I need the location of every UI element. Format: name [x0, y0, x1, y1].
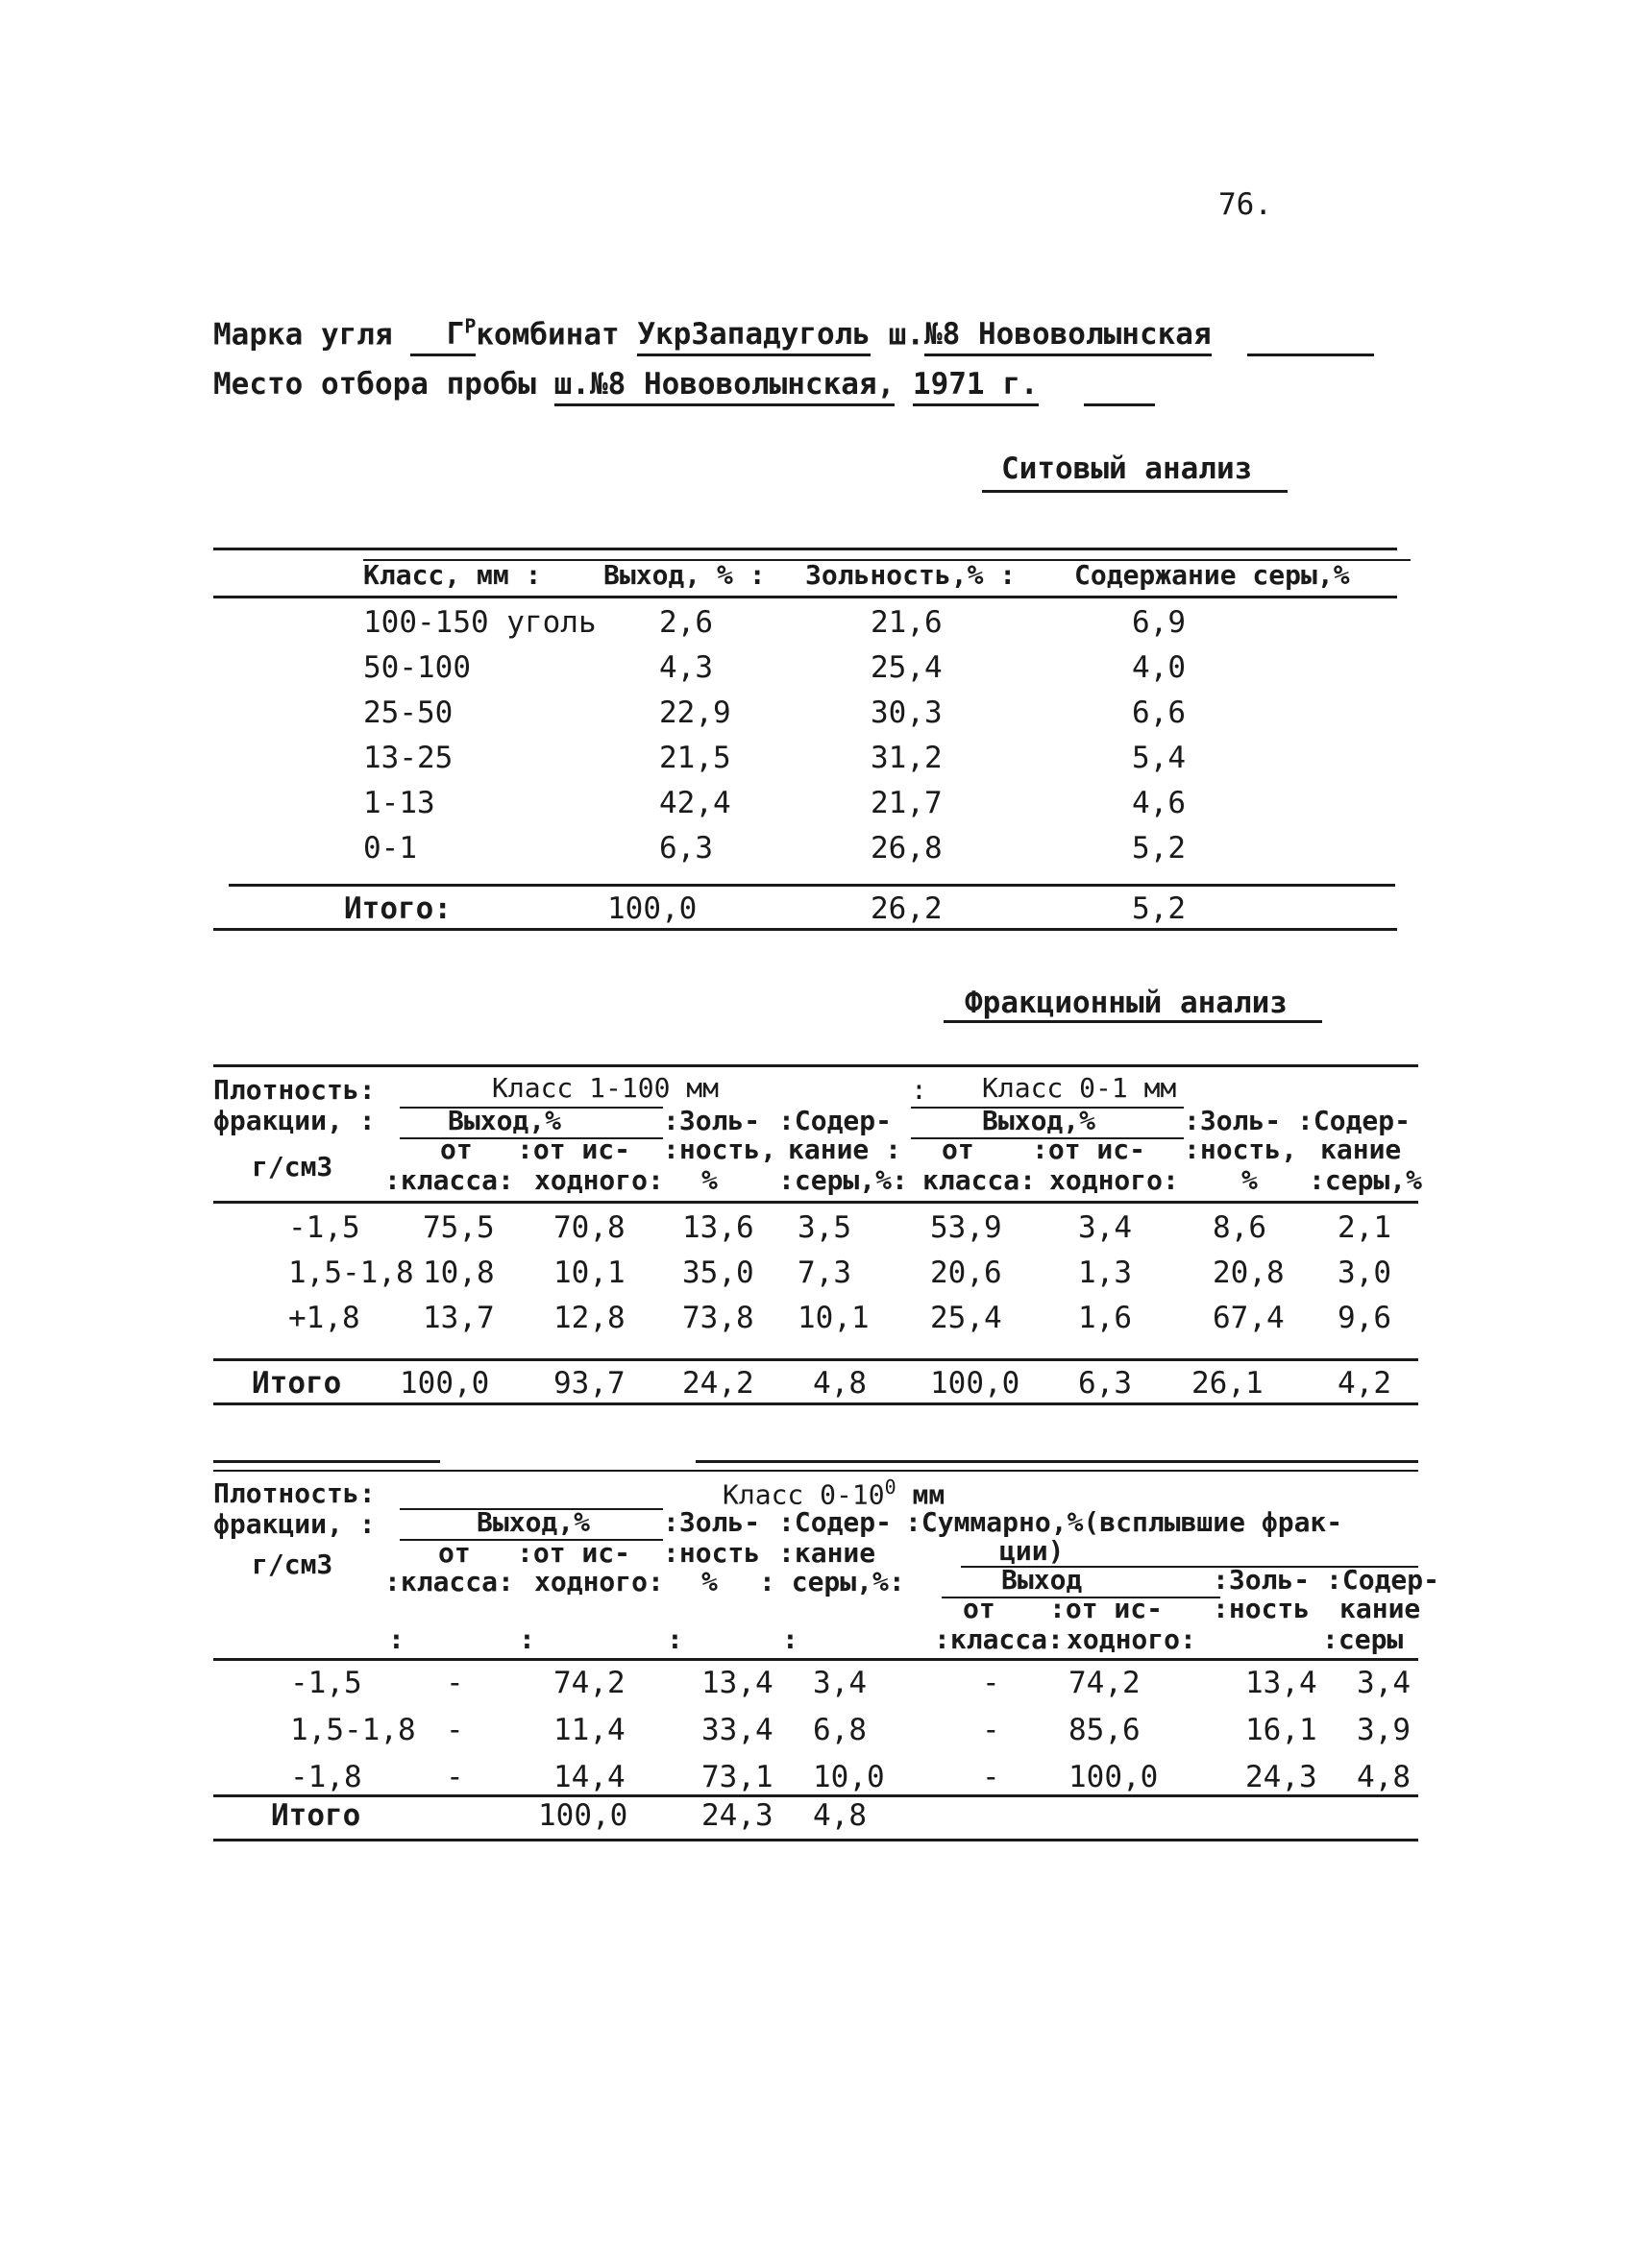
sieve-header-class: Класс, мм : — [363, 559, 542, 591]
fraction-sulf-b2: кание — [1320, 1134, 1402, 1165]
sieve-header-yield: Выход, % : — [603, 559, 766, 591]
fraction-yield-b: Выход,% — [982, 1105, 1096, 1136]
fraction-total-cell: 100,0 — [400, 1366, 490, 1401]
combined-cum-ash2: :ность — [1213, 1593, 1311, 1624]
combined-cum-from-class: от — [963, 1593, 995, 1624]
combined-row-cell: - — [982, 1760, 1000, 1794]
fraction-total-cell: 26,1 — [1191, 1366, 1264, 1401]
fraction-from-class-b2: класса: — [922, 1164, 1037, 1196]
sieve-row-cell: 21,5 — [659, 741, 731, 775]
sieve-row-cell: 31,2 — [871, 741, 943, 775]
page-number: 76. — [1218, 187, 1272, 222]
combined-density-label: Плотность: — [213, 1477, 376, 1509]
fraction-total-cell: Итого — [252, 1366, 342, 1401]
combined-ash2: :ность — [663, 1537, 761, 1569]
fraction-from-initial-a2: ходного: — [534, 1164, 664, 1196]
fraction-row-cell: 12,8 — [553, 1301, 626, 1335]
combined-row-cell: - — [982, 1713, 1000, 1747]
combined-class: Класс $0-10^0$ мм — [723, 1475, 945, 1511]
sieve-title: Ситовый анализ — [1001, 451, 1253, 486]
coal-brand: $Г^Р$ — [410, 317, 476, 356]
combined-row-cell: 74,2 — [553, 1666, 626, 1700]
fraction-class-b: Класс 0-1 мм — [982, 1072, 1177, 1104]
sieve-row-cell: 6,6 — [1132, 695, 1186, 730]
fraction-from-initial-b1: :от ис- — [1032, 1134, 1146, 1165]
sieve-row-cell: 25,4 — [871, 650, 943, 685]
fraction-total-cell: 4,8 — [813, 1366, 867, 1401]
combined-cumulative-title: :Суммарно,%(всплывшие фрак- — [905, 1506, 1343, 1538]
fraction-row-cell: -1,5 — [288, 1210, 360, 1245]
sieve-header-sulfur: Содержание серы,% — [1074, 559, 1350, 591]
sieve-total-sulfur: 5,2 — [1132, 891, 1186, 926]
fraction-row-cell: 1,3 — [1078, 1256, 1132, 1290]
fraction-title: Фракционный анализ — [965, 986, 1288, 1020]
combined-cum-from-class2: :класса: — [934, 1623, 1064, 1655]
fraction-from-initial-a1: :от ис- — [517, 1134, 631, 1165]
combined-total-yield: 100,0 — [538, 1798, 628, 1833]
combined-cum-sulf3: :серы — [1322, 1623, 1404, 1655]
fraction-row-cell: 8,6 — [1213, 1210, 1266, 1245]
sampling-year: 1971 г. — [913, 367, 1039, 406]
fraction-total-cell: 24,2 — [682, 1366, 754, 1401]
fraction-from-initial-b2: ходного: — [1049, 1164, 1179, 1196]
combined-ash1: :Золь- — [663, 1506, 761, 1538]
combined-row-cell: 13,4 — [1245, 1666, 1317, 1700]
sieve-row-cell: 22,9 — [659, 695, 731, 730]
fraction-row-cell: 20,6 — [930, 1256, 1002, 1290]
combined-row-cell: -1,8 — [290, 1760, 362, 1794]
combined-sulf2: :кание — [778, 1537, 876, 1569]
fraction-row-cell: 7,3 — [798, 1256, 851, 1290]
fraction-sulf-b3: :серы,% — [1309, 1164, 1423, 1196]
fraction-ash-a3: % — [701, 1164, 718, 1196]
combined-row-cell: 3,4 — [813, 1666, 867, 1700]
fraction-row-cell: 10,1 — [798, 1301, 870, 1335]
combined-yield: Выход,% — [477, 1506, 591, 1538]
sieve-row-cell: 50-100 — [363, 650, 471, 685]
combined-fraction-label: фракции, : — [213, 1508, 376, 1540]
combined-ash3: % — [701, 1566, 718, 1597]
combined-cum-ash1: :Золь- — [1213, 1564, 1311, 1596]
sieve-total-yield: 100,0 — [607, 891, 698, 926]
fraction-row-cell: 70,8 — [553, 1210, 626, 1245]
fraction-ash-a2: :ность, — [663, 1134, 777, 1165]
combined-row-cell: 11,4 — [553, 1713, 626, 1747]
fraction-row-cell: 1,5-1,8 — [288, 1256, 414, 1290]
fraction-row-cell: 13,6 — [682, 1210, 754, 1245]
sieve-row-cell: 0-1 — [363, 831, 417, 866]
sieve-total-label: Итого: — [344, 891, 452, 926]
fraction-row-cell: 10,1 — [553, 1256, 626, 1290]
fraction-colon: : — [911, 1074, 927, 1106]
fraction-ash-a1: :Золь- — [663, 1105, 761, 1136]
combined-colon-3: : — [667, 1623, 683, 1655]
combined-total-ash: 24,3 — [701, 1798, 773, 1833]
combined-cum-from-initial2: ходного: — [1067, 1623, 1196, 1655]
sieve-row-cell: 4,0 — [1132, 650, 1186, 685]
fraction-ash-b1: :Золь- — [1184, 1105, 1282, 1136]
fraction-ash-b3: % — [1241, 1164, 1258, 1196]
combined-row-cell: - — [982, 1666, 1000, 1700]
combined-from-class2: :класса: — [384, 1566, 514, 1597]
sieve-row-cell: 100-150 уголь — [363, 605, 597, 640]
sieve-row-cell: 4,6 — [1132, 786, 1186, 820]
fraction-sulf-a2: кание : — [788, 1134, 902, 1165]
combined-from-initial2: ходного: — [534, 1566, 664, 1597]
fraction-row-cell: 2,1 — [1338, 1210, 1391, 1245]
fraction-class-a: Класс 1-100 мм — [492, 1072, 720, 1104]
sieve-row-cell: 2,6 — [659, 605, 713, 640]
sieve-row-cell: 13-25 — [363, 741, 454, 775]
combined-colon-2: : — [519, 1623, 535, 1655]
sieve-row-cell: 4,3 — [659, 650, 713, 685]
fraction-total-cell: 100,0 — [930, 1366, 1020, 1401]
fraction-row-cell: 13,7 — [423, 1301, 495, 1335]
combine-name: УкрЗападуголь — [637, 317, 871, 356]
header-line-1 — [213, 315, 1212, 352]
sieve-row-cell: 25-50 — [363, 695, 454, 730]
fraction-row-cell: 73,8 — [682, 1301, 754, 1335]
sieve-row-cell: 21,6 — [871, 605, 943, 640]
fraction-yield-a: Выход,% — [448, 1105, 562, 1136]
sieve-row-cell: 6,9 — [1132, 605, 1186, 640]
sieve-row-cell: 6,3 — [659, 831, 713, 866]
sieve-row-cell: 30,3 — [871, 695, 943, 730]
fraction-row-cell: 3,0 — [1338, 1256, 1391, 1290]
fraction-total-cell: 6,3 — [1078, 1366, 1132, 1401]
combined-row-cell: 33,4 — [701, 1713, 773, 1747]
combined-row-cell: 74,2 — [1068, 1666, 1141, 1700]
combined-row-cell: 24,3 — [1245, 1760, 1317, 1794]
combined-cum-sulf2: кание — [1339, 1593, 1421, 1624]
fraction-sulf-a1: :Содер- — [778, 1105, 893, 1136]
combined-total-sulfur: 4,8 — [813, 1798, 867, 1833]
sieve-row-cell: 1-13 — [363, 786, 435, 820]
combined-row-cell: 3,4 — [1357, 1666, 1411, 1700]
fraction-row-cell: +1,8 — [288, 1301, 360, 1335]
combined-row-cell: 10,0 — [813, 1760, 885, 1794]
sieve-row-cell: 21,7 — [871, 786, 943, 820]
combined-row-cell: 73,1 — [701, 1760, 773, 1794]
sieve-header-ash: Зольность,% : — [805, 559, 1017, 591]
combined-colon-1: : — [388, 1623, 405, 1655]
combined-row-cell: 4,8 — [1357, 1760, 1411, 1794]
combined-cum-sulf1: :Содер- — [1326, 1564, 1440, 1596]
brand-label: Марка угля — [213, 317, 393, 353]
fraction-from-class-b1: от — [942, 1134, 974, 1165]
fraction-row-cell: 75,5 — [423, 1210, 495, 1245]
combined-row-cell: 14,4 — [553, 1760, 626, 1794]
fraction-row-cell: 3,4 — [1078, 1210, 1132, 1245]
sampling-place: ш.№8 Нововолынская, — [554, 367, 896, 406]
fraction-row-cell: 9,6 — [1338, 1301, 1391, 1335]
combined-total-label: Итого — [271, 1798, 361, 1833]
fraction-ash-b2: :ность, — [1184, 1134, 1298, 1165]
sieve-row-cell: 42,4 — [659, 786, 731, 820]
fraction-row-cell: 67,4 — [1213, 1301, 1285, 1335]
combined-row-cell: 6,8 — [813, 1713, 867, 1747]
mine-name: №8 Нововолынская — [924, 317, 1212, 356]
combined-row-cell: - — [446, 1760, 464, 1794]
combined-row-cell: 85,6 — [1068, 1713, 1141, 1747]
fraction-sulf-a3: :серы,%: — [778, 1164, 908, 1196]
sieve-row-cell: 5,2 — [1132, 831, 1186, 866]
sieve-row-cell: 26,8 — [871, 831, 943, 866]
sieve-row-cell: 5,4 — [1132, 741, 1186, 775]
fraction-total-cell: 93,7 — [553, 1366, 626, 1401]
combined-row-cell: 3,9 — [1357, 1713, 1411, 1747]
fraction-row-cell: 53,9 — [930, 1210, 1002, 1245]
fraction-row-cell: 10,8 — [423, 1256, 495, 1290]
combined-from-initial1: :от ис- — [517, 1537, 631, 1569]
fraction-row-cell: 35,0 — [682, 1256, 754, 1290]
combined-colon-4: : — [782, 1623, 798, 1655]
fraction-total-cell: 4,2 — [1338, 1366, 1391, 1401]
header-line-2 — [213, 367, 1039, 402]
fraction-from-class-a1: от — [440, 1134, 473, 1165]
combined-from-class1: от — [438, 1537, 471, 1569]
fraction-row-cell: 3,5 — [798, 1210, 851, 1245]
combined-unit-label: г/см3 — [252, 1549, 333, 1580]
fraction-row-cell: 1,6 — [1078, 1301, 1132, 1335]
fraction-row-cell: 25,4 — [930, 1301, 1002, 1335]
fraction-row-cell: 20,8 — [1213, 1256, 1285, 1290]
place-label: Место отбора пробы — [213, 367, 536, 402]
fraction-from-class-a2: :класса: — [384, 1164, 514, 1196]
combined-row-cell: - — [446, 1713, 464, 1747]
combined-cum-yield: Выход — [1001, 1564, 1083, 1596]
combined-row-cell: 1,5-1,8 — [290, 1713, 416, 1747]
combined-row-cell: 16,1 — [1245, 1713, 1317, 1747]
combined-cumulative-title2: ции) — [999, 1535, 1065, 1567]
sieve-total-ash: 26,2 — [871, 891, 943, 926]
fraction-unit-label: г/см3 — [252, 1151, 333, 1183]
mine-label: ш. — [888, 317, 924, 353]
combined-sulf3: : серы,%: — [759, 1566, 905, 1597]
fraction-sulf-b1: :Содер- — [1297, 1105, 1412, 1136]
combined-cum-from-initial: :от ис- — [1049, 1593, 1164, 1624]
combined-row-cell: 100,0 — [1068, 1760, 1159, 1794]
combined-row-cell: 13,4 — [701, 1666, 773, 1700]
combined-row-cell: - — [446, 1666, 464, 1700]
combined-sulf1: :Содер- — [778, 1506, 893, 1538]
combine-label: комбинат — [476, 317, 620, 353]
fraction-density-label: Плотность: — [213, 1074, 376, 1106]
combined-row-cell: -1,5 — [290, 1666, 362, 1700]
fraction-fraction-label: фракции, : — [213, 1105, 376, 1136]
